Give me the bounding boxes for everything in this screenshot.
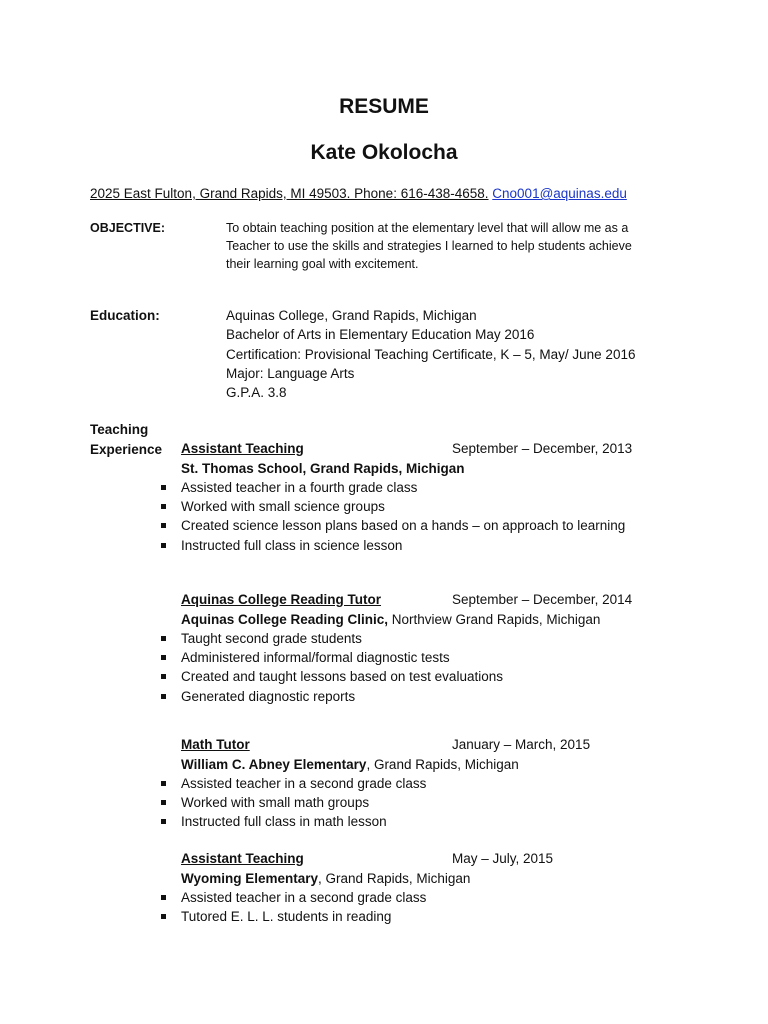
job-entry (181, 590, 661, 706)
email-link[interactable]: Cno001@aquinas.edu (492, 186, 627, 201)
bullet-icon (161, 781, 166, 786)
job-title: Aquinas College Reading Tutor (181, 592, 382, 607)
job-dates: May – July, 2015 (452, 851, 554, 866)
experience-label-line1: Teaching (90, 422, 149, 437)
bullet-icon (161, 895, 166, 900)
duty-item (181, 536, 661, 555)
education-gpa: G.P.A. 3.8 (226, 385, 287, 401)
duty-text: Created and taught lessons based on test evaluations (181, 669, 503, 685)
job-duties (181, 888, 661, 926)
duty-item (181, 516, 661, 535)
experience-label-line2: Experience (90, 441, 163, 457)
bullet-icon (161, 655, 166, 660)
duty-item (181, 888, 661, 907)
contact-address: 2025 East Fulton, Grand Rapids, MI 49503. Phone: 616-438-4658. (90, 186, 489, 201)
bullet-icon (161, 485, 166, 490)
job-title: Math Tutor (181, 737, 250, 752)
education-degree: Bachelor of Arts in Elementary Education May 2016 (226, 327, 535, 343)
education-school: Aquinas College, Grand Rapids, Michigan (226, 308, 477, 323)
job-header (181, 735, 661, 755)
contact-line (90, 186, 627, 201)
job-organization (181, 869, 661, 889)
job-duties (181, 774, 661, 832)
job-duties (181, 629, 661, 706)
bullet-icon (161, 636, 166, 641)
bullet-icon (161, 819, 166, 824)
bullet-icon (161, 543, 166, 548)
job-org-name: Wyoming Elementary (181, 870, 319, 886)
bullet-icon (161, 914, 166, 919)
duty-item (181, 774, 661, 793)
education-certification: Certification: Provisional Teaching Certificate, K – 5, May/ June 2016 (226, 346, 636, 362)
duty-text: Instructed full class in science lesson (181, 537, 403, 553)
job-dates: September – December, 2014 (452, 592, 633, 607)
duty-item (181, 497, 661, 516)
duty-text: Worked with small science groups (181, 499, 385, 515)
job-title: Assistant Teaching (181, 441, 304, 456)
bullet-icon (161, 674, 166, 679)
job-duties (181, 478, 661, 555)
objective-label: OBJECTIVE: (90, 221, 166, 235)
job-org-name: St. Thomas School, Grand Rapids, Michigan (181, 460, 465, 476)
job-org-name: William C. Abney Elementary (181, 756, 367, 772)
job-entry (181, 735, 661, 832)
job-organization (181, 755, 661, 775)
job-org-name: Aquinas College Reading Clinic, (181, 611, 389, 627)
duty-text: Created science lesson plans based on a hands – on approach to learning (181, 518, 626, 534)
person-name: Kate Okolocha (310, 141, 458, 164)
duty-item (181, 793, 661, 812)
duty-item (181, 629, 661, 648)
education-label: Education: (90, 308, 160, 323)
bullet-icon (161, 800, 166, 805)
duty-item (181, 667, 661, 686)
duty-text: Administered informal/formal diagnostic tests (181, 650, 450, 666)
duty-text: Instructed full class in math lesson (181, 814, 387, 830)
job-entry (181, 439, 661, 555)
duty-text: Tutored E. L. L. students in reading (181, 909, 392, 925)
job-org-location: , Grand Rapids, Michigan (318, 870, 471, 886)
duty-item (181, 687, 661, 706)
job-organization (181, 459, 661, 479)
job-header (181, 590, 661, 610)
job-dates: January – March, 2015 (452, 737, 591, 752)
experience-label (90, 420, 162, 459)
duty-text: Assisted teacher in a second grade class (181, 776, 427, 791)
duty-text: Taught second grade students (181, 631, 362, 646)
bullet-icon (161, 694, 166, 699)
duty-text: Assisted teacher in a second grade class (181, 890, 427, 905)
document-title: RESUME (339, 95, 429, 118)
job-dates: September – December, 2013 (452, 441, 633, 456)
duty-item (181, 648, 661, 667)
bullet-icon (161, 504, 166, 509)
duty-text: Assisted teacher in a fourth grade class (181, 480, 418, 495)
education-details (226, 306, 635, 402)
job-org-location: Northview Grand Rapids, Michigan (388, 611, 601, 627)
job-org-location: , Grand Rapids, Michigan (366, 756, 519, 772)
duty-item (181, 478, 661, 497)
duty-text: Generated diagnostic reports (181, 688, 356, 704)
duty-item (181, 907, 661, 926)
duty-item (181, 812, 661, 831)
job-title: Assistant Teaching (181, 851, 304, 866)
duty-text: Worked with small math groups (181, 795, 370, 811)
job-organization (181, 610, 661, 630)
objective-text: To obtain teaching position at the elementary level that will allow me as a Teacher to use the skills and strategies I learned to help students achieve their learning goal with excitement. (226, 221, 632, 271)
job-entry (181, 849, 661, 926)
job-header (181, 849, 661, 869)
job-header (181, 439, 661, 459)
bullet-icon (161, 523, 166, 528)
education-major: Major: Language Arts (226, 365, 355, 381)
